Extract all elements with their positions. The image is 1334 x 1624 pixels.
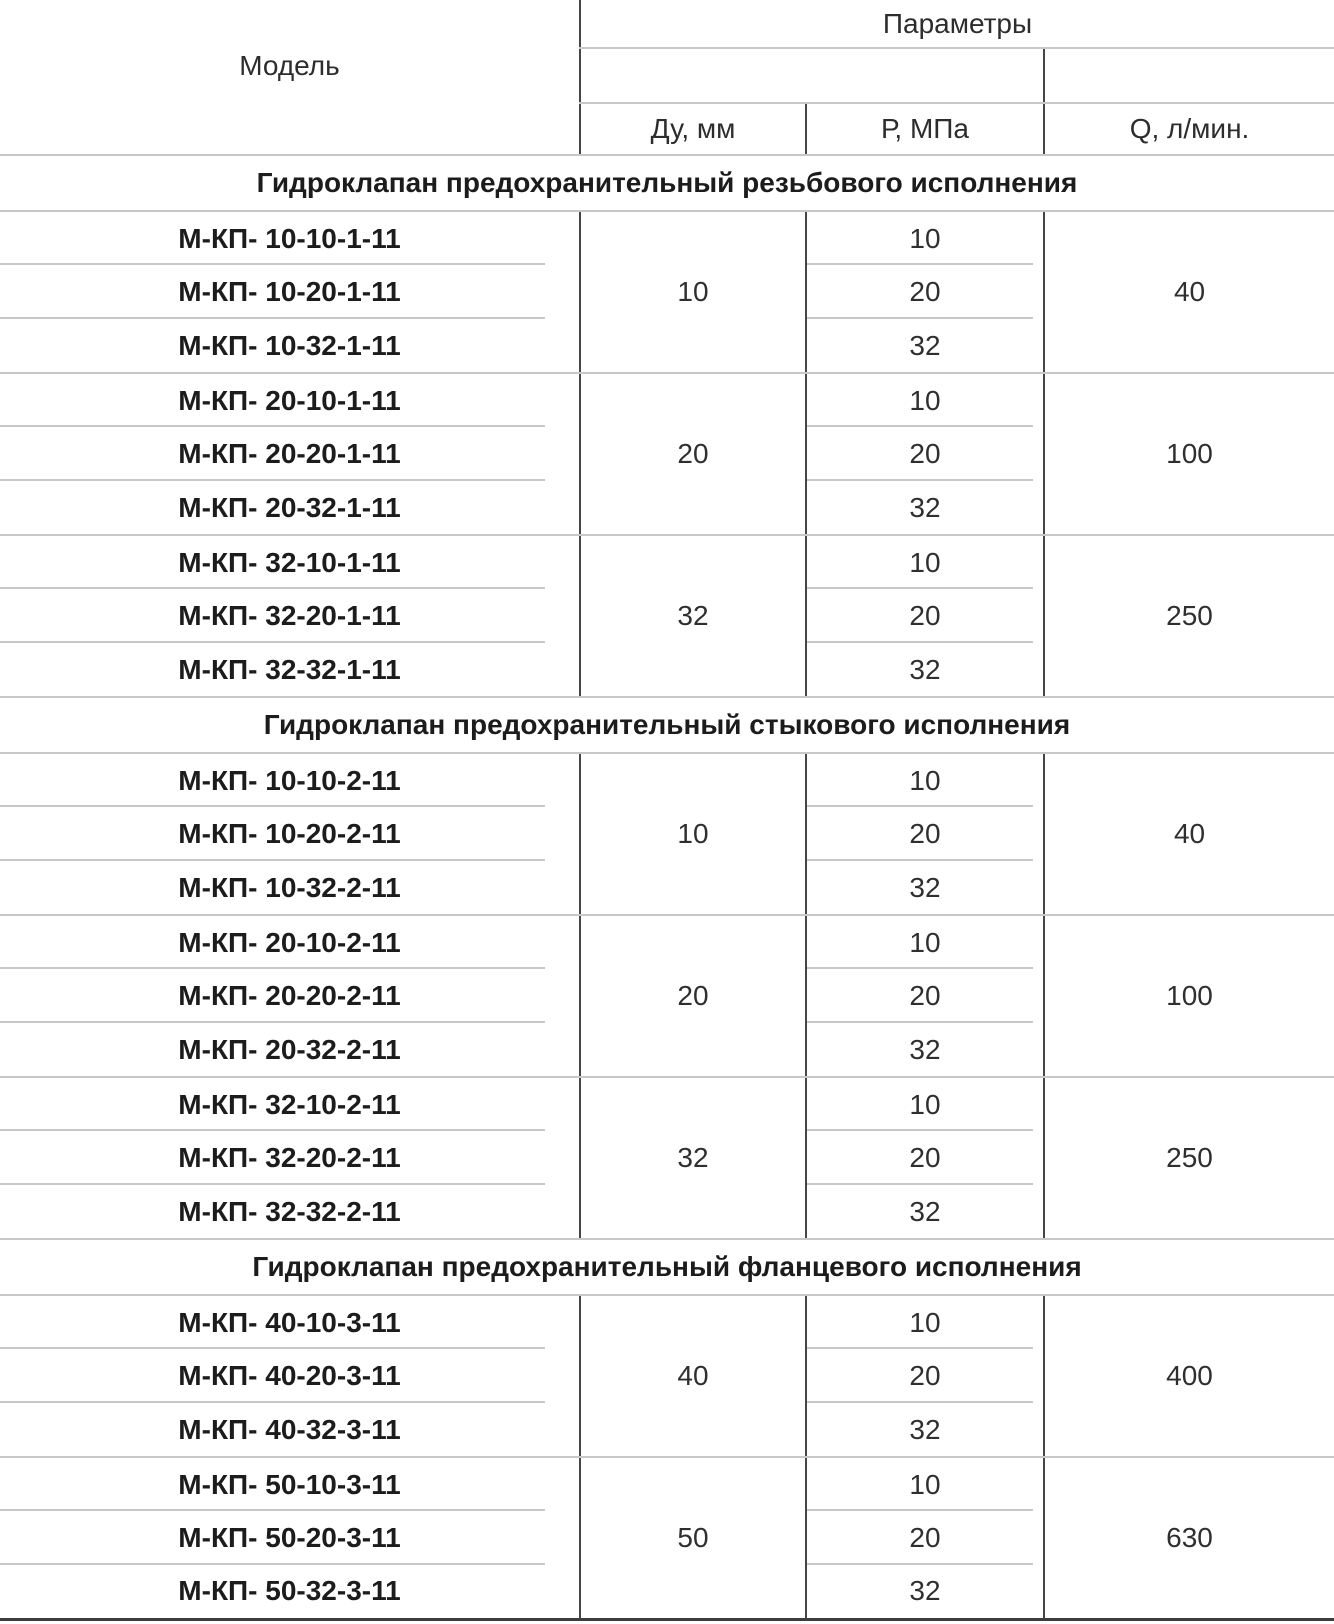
model-cell: М-КП- 10-20-1-11 [0, 265, 580, 319]
p-value-cell: 32 [806, 861, 1044, 915]
q-value-cell: 250 [1044, 1077, 1334, 1239]
section-title: Гидроклапан предохранительный фланцевого исполнения [0, 1239, 1334, 1295]
p-value-cell: 20 [806, 427, 1044, 481]
q-value-cell: 100 [1044, 373, 1334, 535]
p-value-cell: 10 [806, 1077, 1044, 1131]
q-value-cell: 630 [1044, 1457, 1334, 1619]
column-header-p: Р, МПа [806, 103, 1044, 155]
table-header [0, 0, 1334, 155]
model-cell: М-КП- 32-10-2-11 [0, 1077, 580, 1131]
q-value-cell: 250 [1044, 535, 1334, 697]
model-cell: М-КП- 32-10-1-11 [0, 535, 580, 589]
model-cell: М-КП- 10-32-2-11 [0, 861, 580, 915]
model-cell: М-КП- 10-32-1-11 [0, 319, 580, 373]
model-cell: М-КП- 40-32-3-11 [0, 1403, 580, 1457]
model-cell: М-КП- 40-20-3-11 [0, 1349, 580, 1403]
p-value-cell: 20 [806, 1511, 1044, 1565]
p-value-cell: 10 [806, 1295, 1044, 1349]
q-value-cell: 40 [1044, 753, 1334, 915]
model-cell: М-КП- 10-10-2-11 [0, 753, 580, 807]
p-value-cell: 20 [806, 265, 1044, 319]
section-header-row [0, 155, 1334, 211]
model-cell: М-КП- 20-10-2-11 [0, 915, 580, 969]
p-value-cell: 10 [806, 1457, 1044, 1511]
spacer-cell-right [1044, 48, 1334, 103]
model-cell: М-КП- 50-10-3-11 [0, 1457, 580, 1511]
p-value-cell: 32 [806, 1403, 1044, 1457]
header-row-parameters [0, 0, 1334, 48]
column-header-q: Q, л/мин. [1044, 103, 1334, 155]
du-value-cell: 20 [580, 373, 806, 535]
model-column-header: Модель [0, 0, 580, 155]
p-value-cell: 10 [806, 753, 1044, 807]
model-cell: М-КП- 10-20-2-11 [0, 807, 580, 861]
data-row [0, 535, 1334, 589]
p-value-cell: 10 [806, 373, 1044, 427]
p-value-cell: 32 [806, 319, 1044, 373]
p-value-cell: 20 [806, 1131, 1044, 1185]
column-header-du: Ду, мм [580, 103, 806, 155]
model-cell: М-КП- 32-32-2-11 [0, 1185, 580, 1239]
p-value-cell: 20 [806, 807, 1044, 861]
du-value-cell: 32 [580, 1077, 806, 1239]
p-value-cell: 32 [806, 1185, 1044, 1239]
model-cell: М-КП- 32-20-2-11 [0, 1131, 580, 1185]
model-cell: М-КП- 20-10-1-11 [0, 373, 580, 427]
p-value-cell: 20 [806, 969, 1044, 1023]
du-value-cell: 10 [580, 211, 806, 373]
p-value-cell: 32 [806, 481, 1044, 535]
model-cell: М-КП- 20-32-2-11 [0, 1023, 580, 1077]
section-header-row [0, 1239, 1334, 1295]
model-cell: М-КП- 40-10-3-11 [0, 1295, 580, 1349]
parameters-group-header: Параметры [580, 0, 1334, 48]
data-row [0, 915, 1334, 969]
spacer-cell-left [580, 48, 1044, 103]
section-header-row [0, 697, 1334, 753]
du-value-cell: 10 [580, 753, 806, 915]
data-row [0, 373, 1334, 427]
model-cell: М-КП- 32-32-1-11 [0, 643, 580, 697]
data-row [0, 1457, 1334, 1511]
model-cell: М-КП- 20-20-2-11 [0, 969, 580, 1023]
model-cell: М-КП- 10-10-1-11 [0, 211, 580, 265]
table-body [0, 155, 1334, 1619]
p-value-cell: 10 [806, 211, 1044, 265]
model-cell: М-КП- 20-32-1-11 [0, 481, 580, 535]
data-row [0, 1295, 1334, 1349]
data-row [0, 1077, 1334, 1131]
p-value-cell: 20 [806, 1349, 1044, 1403]
model-cell: М-КП- 32-20-1-11 [0, 589, 580, 643]
p-value-cell: 32 [806, 643, 1044, 697]
model-cell: М-КП- 20-20-1-11 [0, 427, 580, 481]
q-value-cell: 40 [1044, 211, 1334, 373]
du-value-cell: 32 [580, 535, 806, 697]
p-value-cell: 32 [806, 1023, 1044, 1077]
du-value-cell: 50 [580, 1457, 806, 1619]
section-title: Гидроклапан предохранительный резьбового исполнения [0, 155, 1334, 211]
q-value-cell: 100 [1044, 915, 1334, 1077]
p-value-cell: 10 [806, 535, 1044, 589]
p-value-cell: 20 [806, 589, 1044, 643]
section-title: Гидроклапан предохранительный стыкового исполнения [0, 697, 1334, 753]
model-cell: М-КП- 50-32-3-11 [0, 1565, 580, 1619]
model-cell: М-КП- 50-20-3-11 [0, 1511, 580, 1565]
q-value-cell: 400 [1044, 1295, 1334, 1457]
p-value-cell: 10 [806, 915, 1044, 969]
du-value-cell: 40 [580, 1295, 806, 1457]
du-value-cell: 20 [580, 915, 806, 1077]
p-value-cell: 32 [806, 1565, 1044, 1619]
data-row [0, 211, 1334, 265]
data-row [0, 753, 1334, 807]
